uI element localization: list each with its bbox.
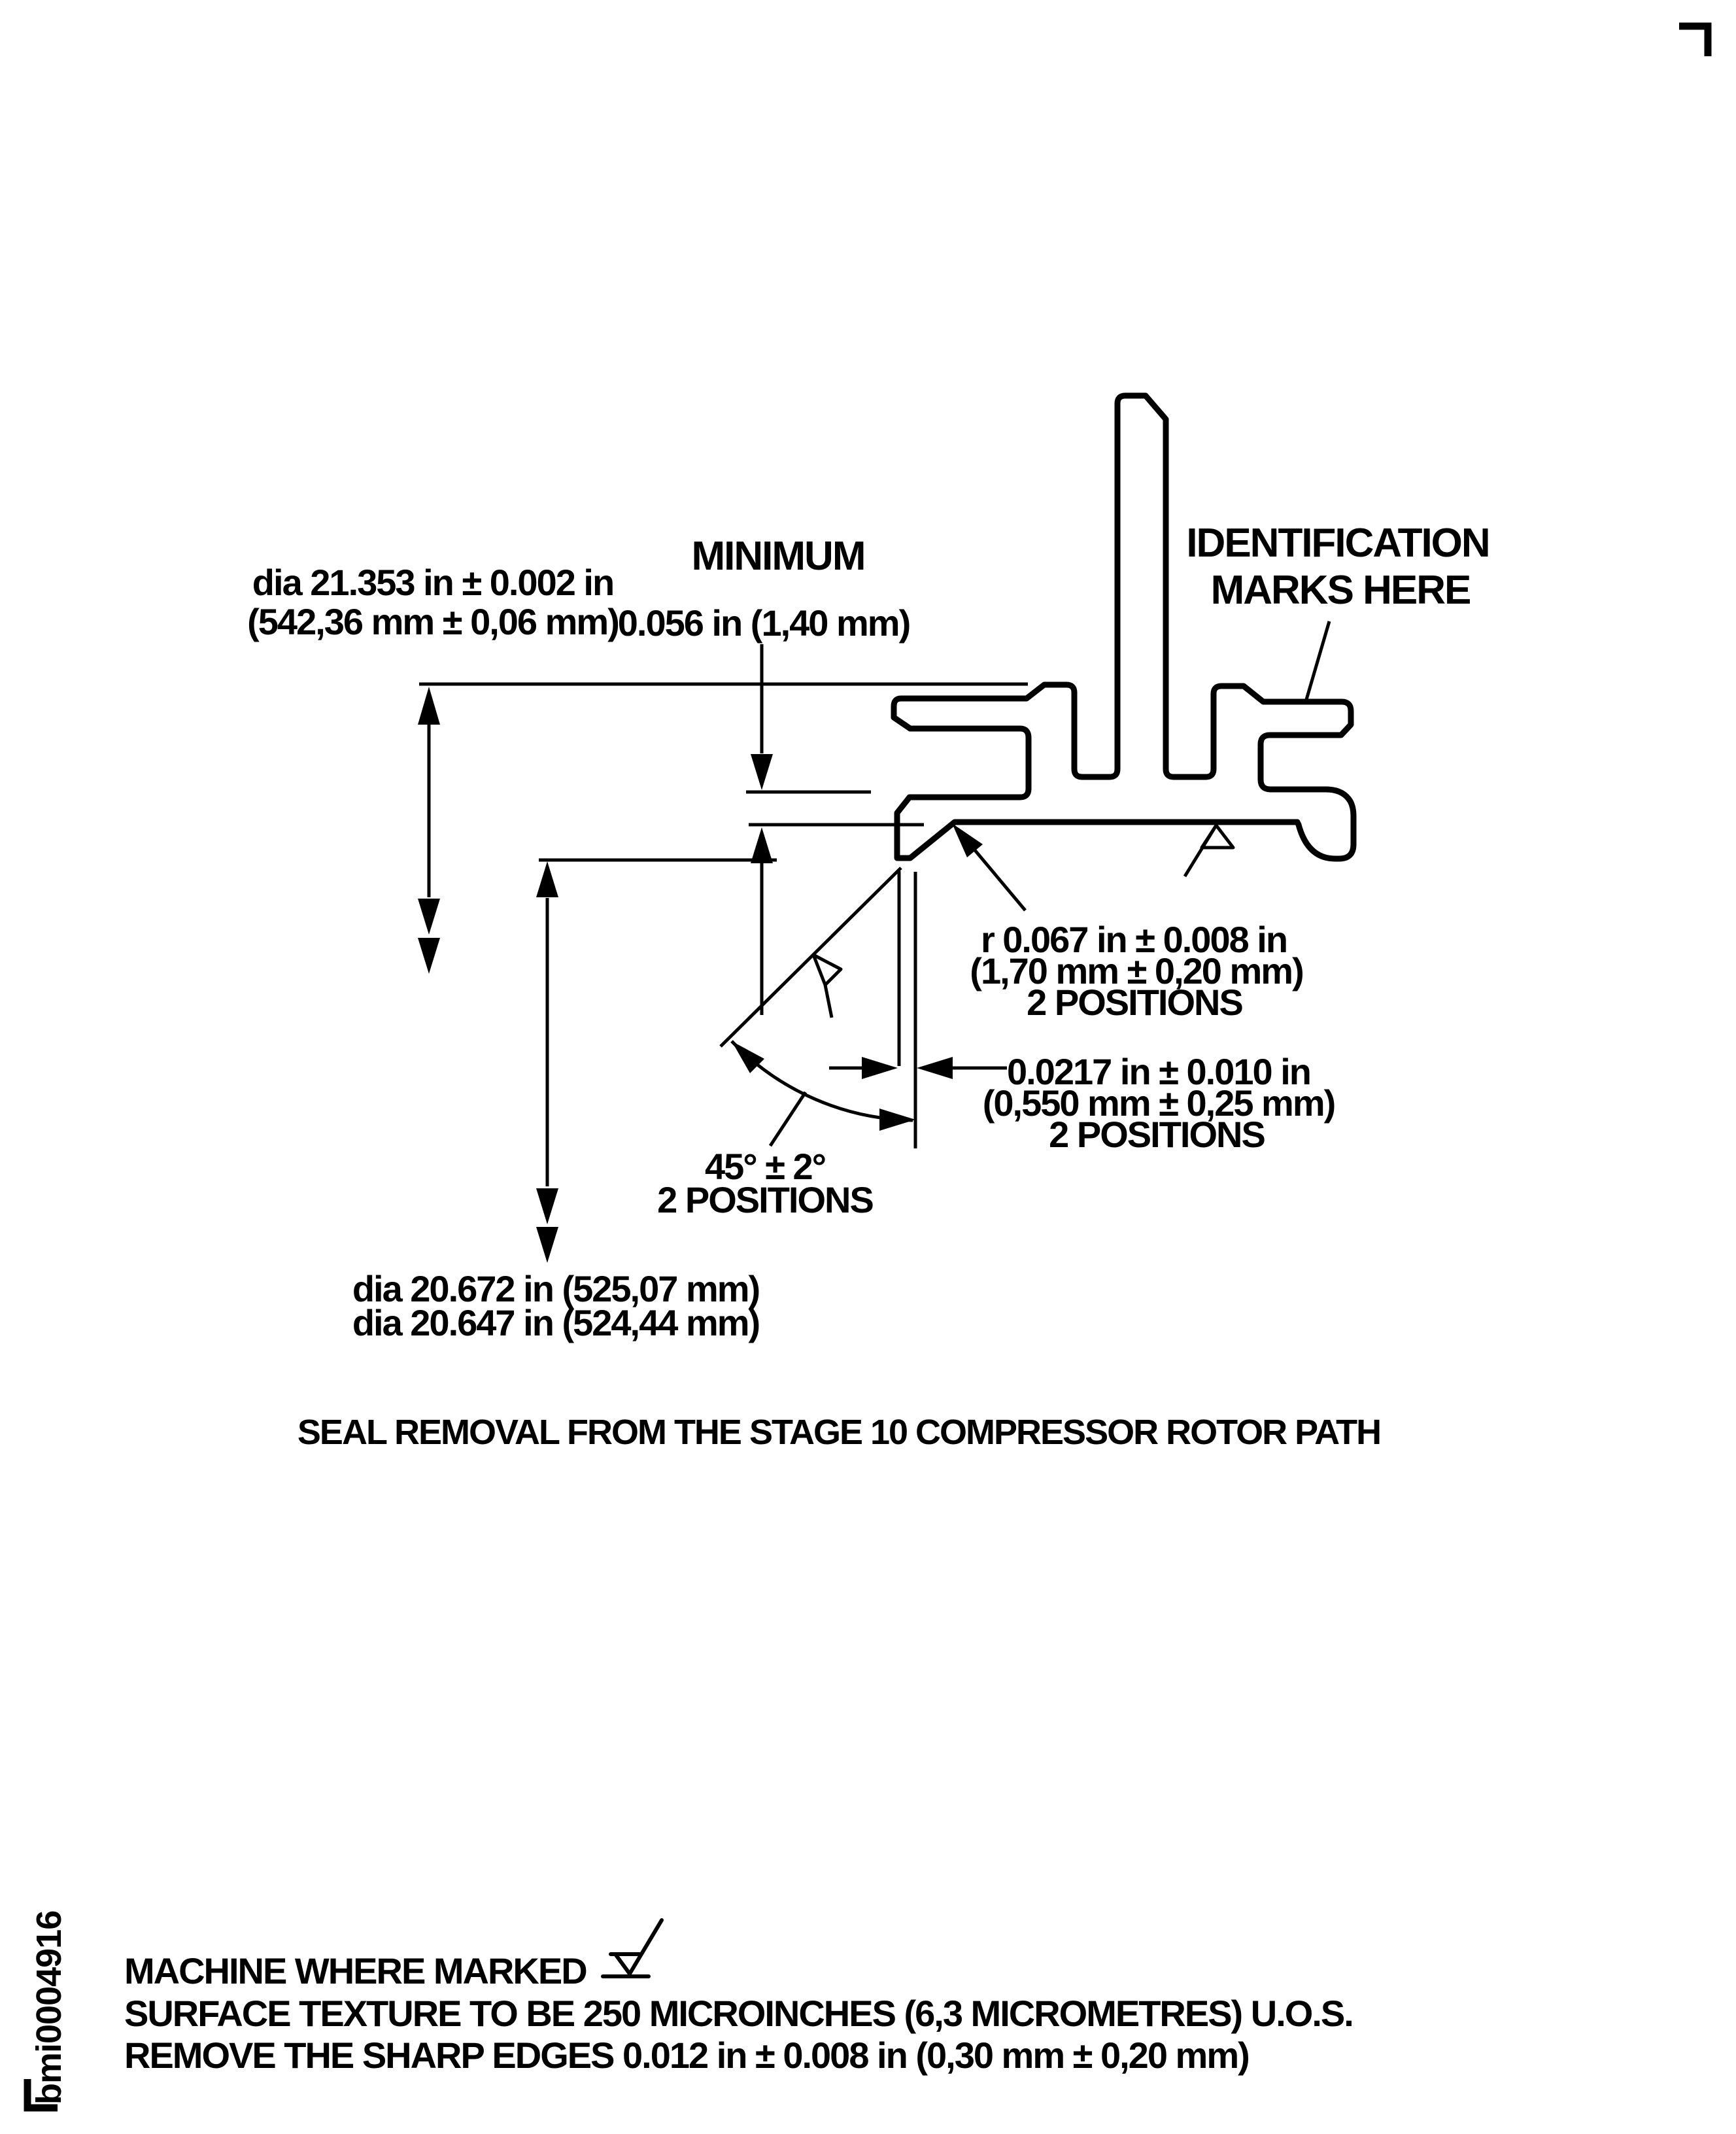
radius-label-line1: r 0.067 in ± 0.008 in <box>980 919 1287 960</box>
angle-label-line1: 45° ± 2° <box>704 1146 826 1187</box>
radius-label-line3: 2 POSITIONS <box>1027 982 1242 1023</box>
identification-leader <box>1306 621 1329 702</box>
up-arrow-icon <box>418 687 440 725</box>
arc-arrow-icon <box>732 1041 764 1073</box>
right-arrow-icon <box>862 1057 898 1079</box>
radius-label-line2: (1,70 mm ± 0,20 mm) <box>970 950 1303 991</box>
down-arrow-icon <box>418 938 440 974</box>
down-arrow-icon <box>536 1227 558 1263</box>
note-machine-where-marked: MACHINE WHERE MARKED <box>124 1950 587 1991</box>
minimum-label-line1: MINIMUM <box>691 534 865 579</box>
identification-label-line2: MARKS HERE <box>1210 568 1471 613</box>
down-arrow-icon <box>418 899 440 935</box>
lower-diameter-label-line2: dia 20.647 in (524,44 mm) <box>352 1302 760 1343</box>
offset-label-line2: (0,550 mm ± 0,25 mm) <box>982 1082 1335 1124</box>
upper-diameter-label-line2: (542,36 mm ± 0,06 mm) <box>247 601 619 642</box>
rotor-profile-outline <box>894 396 1353 859</box>
corner-mark-top-right <box>1679 26 1708 56</box>
note-remove-sharp-edges: REMOVE THE SHARP EDGES 0.012 in ± 0.008 in (0,30 mm ± 0,20 mm) <box>124 2035 1249 2076</box>
angle-leader <box>770 1092 806 1146</box>
offset-label-line3: 2 POSITIONS <box>1049 1114 1265 1155</box>
machining-flag-icon <box>813 955 841 1018</box>
chamfer-extension-diagonal <box>721 868 901 1046</box>
arc-arrow-icon <box>879 1109 915 1131</box>
surface-finish-icon <box>603 1920 662 1976</box>
upper-diameter-label-line1: dia 21.353 in ± 0.002 in <box>252 562 614 603</box>
identification-label-line1: IDENTIFICATION <box>1186 521 1489 566</box>
machining-flag-icon <box>1185 825 1233 876</box>
offset-label-line1: 0.0217 in ± 0.010 in <box>1007 1051 1310 1092</box>
up-arrow-icon <box>751 827 773 863</box>
minimum-label-line2: 0.056 in (1,40 mm) <box>617 602 910 644</box>
up-arrow-icon <box>536 861 558 897</box>
note-surface-texture: SURFACE TEXTURE TO BE 250 MICROINCHES (6,3 MICROMETRES) U.O.S. <box>124 1993 1353 2034</box>
figure-id: bmi0004916 <box>29 1910 69 2105</box>
down-arrow-icon <box>536 1188 558 1224</box>
angle-label-line2: 2 POSITIONS <box>657 1179 873 1220</box>
down-arrow-icon <box>751 754 773 790</box>
lower-diameter-label-line1: dia 20.672 in (525,07 mm) <box>352 1268 760 1309</box>
figure-caption: SEAL REMOVAL FROM THE STAGE 10 COMPRESSOR ROTOR PATH <box>297 1413 1381 1452</box>
left-arrow-icon <box>917 1057 953 1079</box>
angle-arc <box>732 1041 913 1120</box>
